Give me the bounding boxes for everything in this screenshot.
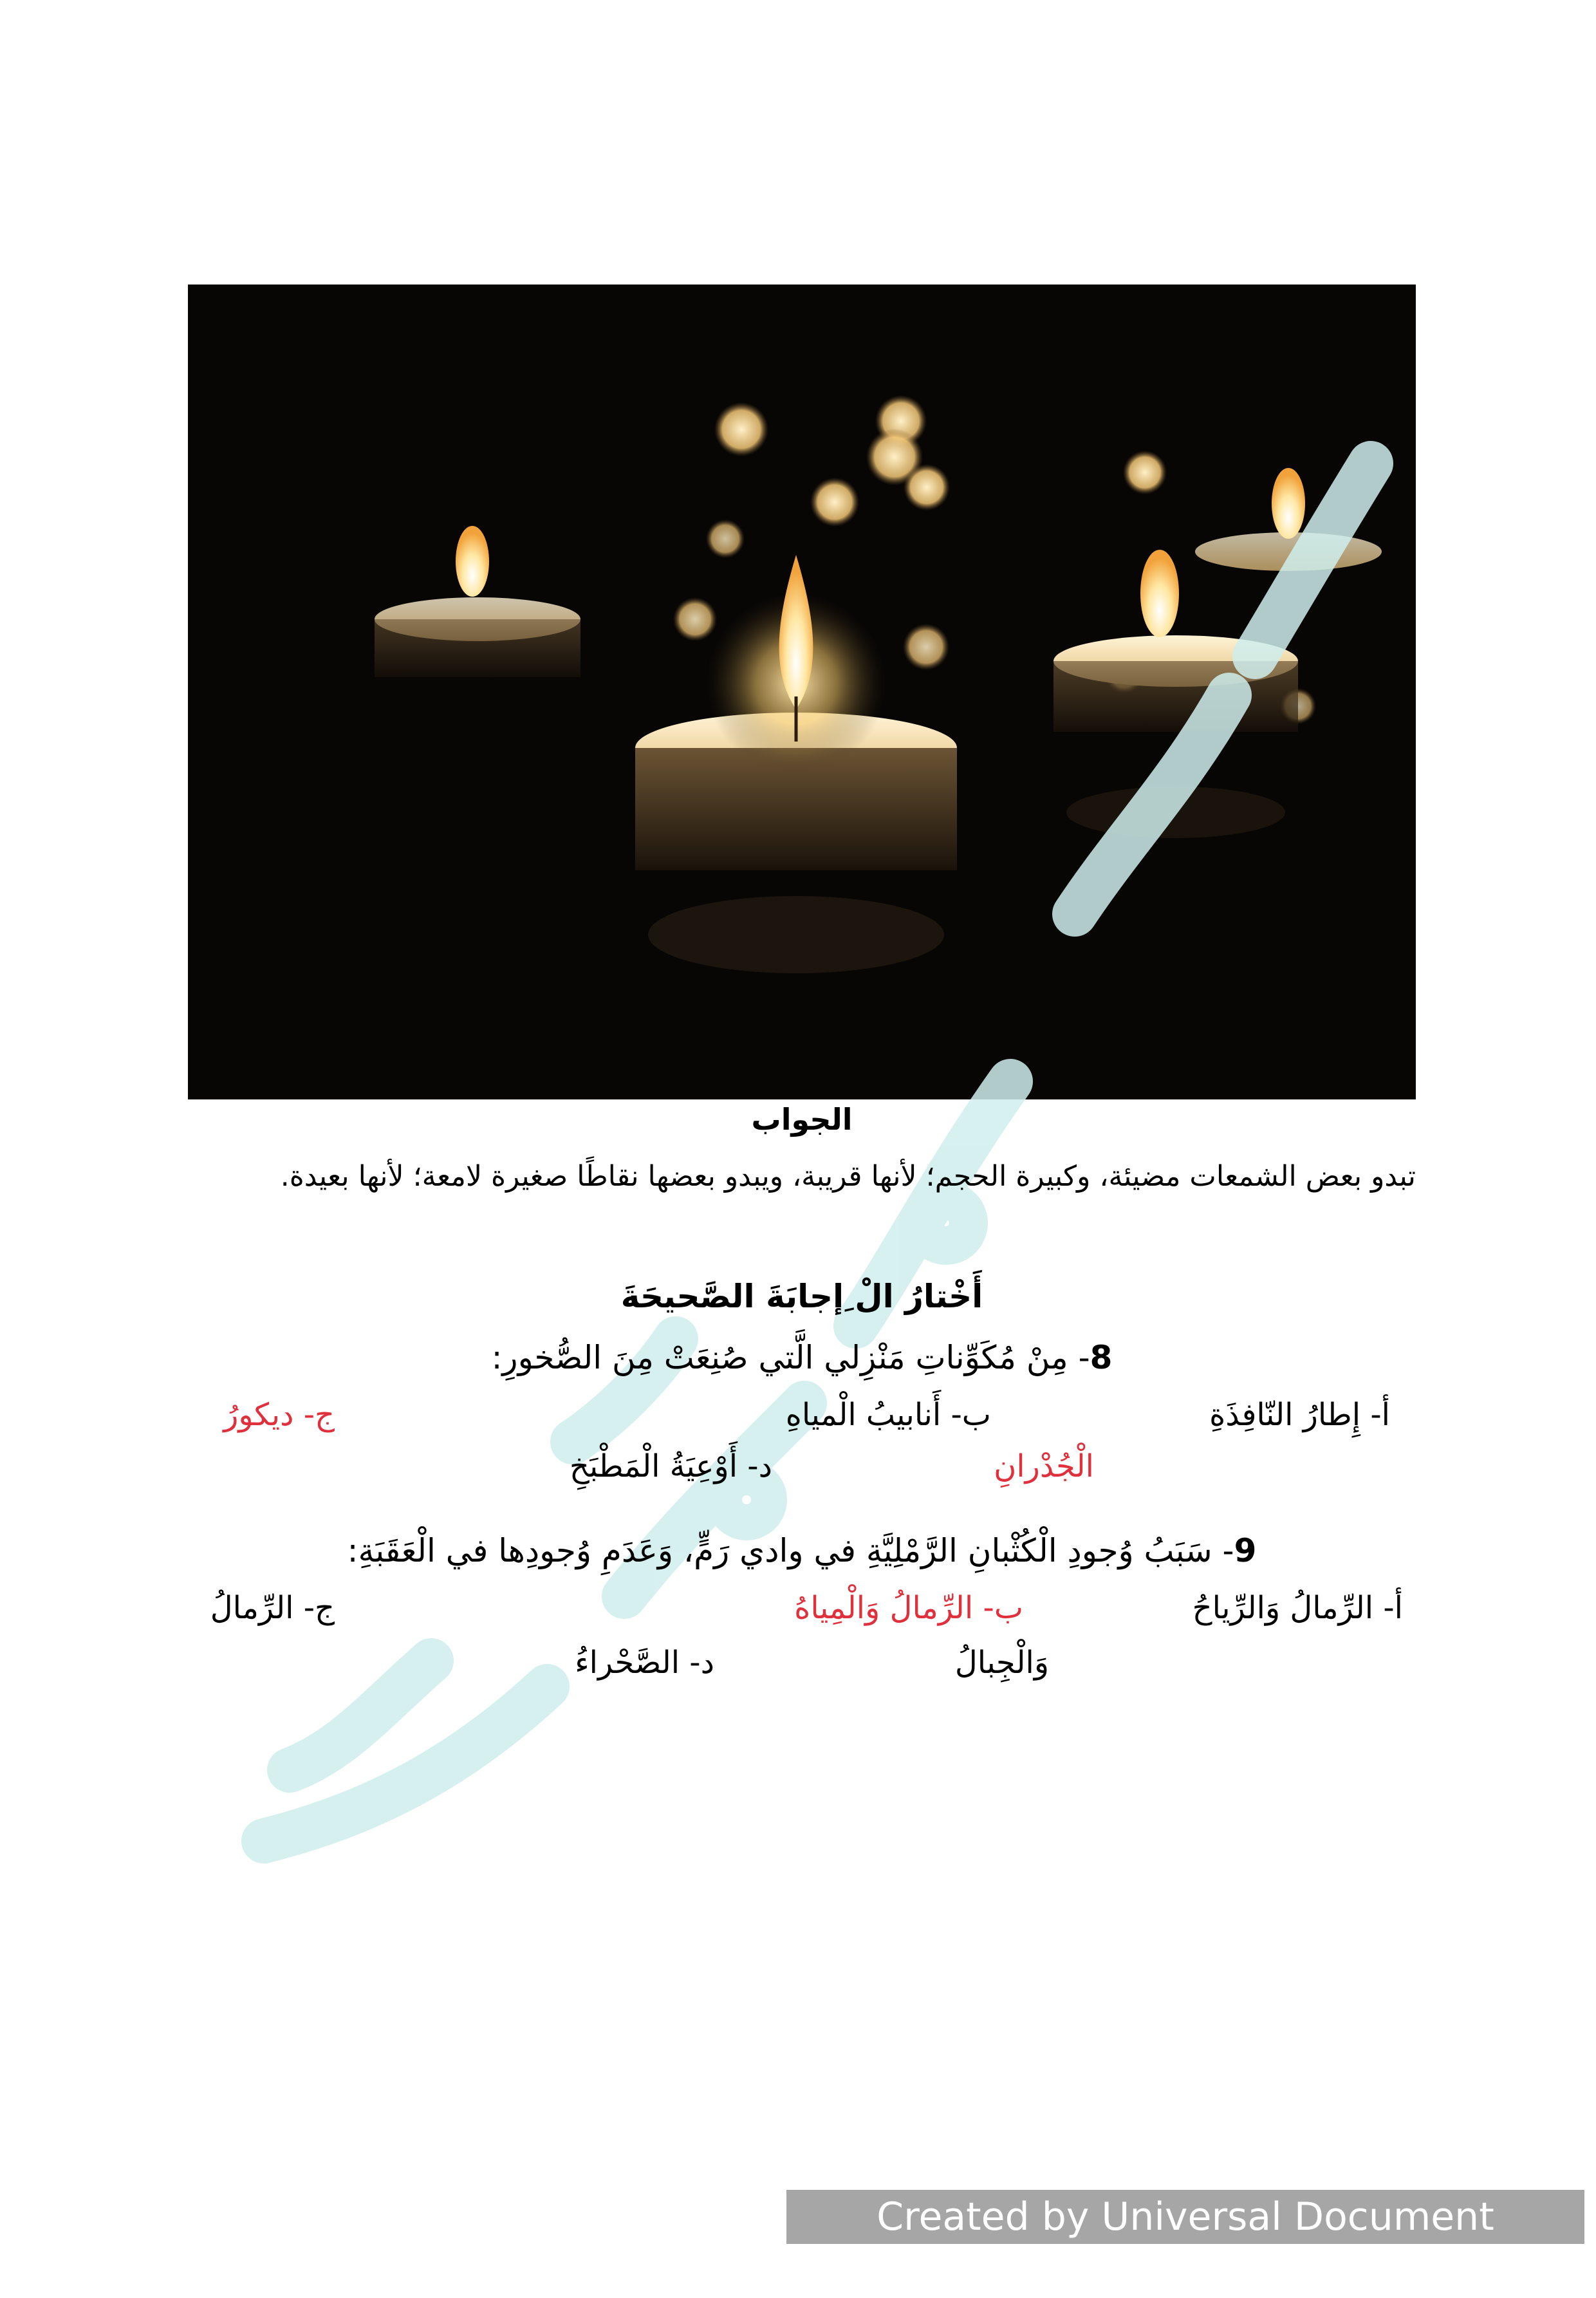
question-8 [188,1339,1416,1376]
candles-photo [188,285,1416,1099]
section-title: أَخْتارُ الْ ِإجابَةَ الصَّحيحَةَ [620,1278,983,1315]
q8-option-c[interactable]: ج- ديكورُ [223,1397,335,1433]
question-text: - مِنْ مُكَوِّناتِ مَنْزِلي الَّتي صُنِعَتْ مِنَ الصُّخورِ: [491,1339,1090,1376]
q9-option-c[interactable]: ج- الرِّمالُ [210,1590,335,1626]
question-9 [188,1532,1416,1569]
answer-text: تبدو بعض الشمعات مضيئة، وكبيرة الحجم؛ لأنها قريبة، ويبدو بعضها نقاطًا صغيرة لامعة؛ لأنها بعيدة. [280,1160,1416,1193]
question-number: 9 [1234,1532,1257,1569]
q9-option-c-continued: وَالْجِبالُ [954,1645,1049,1681]
answer-heading: الجواب [751,1102,853,1137]
candles-image [188,285,1416,1099]
q8-option-c-continued: الْجُدْرانِ [994,1448,1094,1484]
q8-option-b[interactable]: ب- أَنابيبُ الْمياهِ [785,1397,991,1433]
q8-option-a[interactable]: أ- إِطارُ النّافِذَةِ [1209,1397,1390,1433]
q8-option-d[interactable]: د- أَوْعِيَةُ الْمَطْبَخِ [569,1448,772,1484]
q9-option-b[interactable]: ب- الرِّمالُ وَالْمِياهُ [794,1590,1023,1626]
question-text: - سَبَبُ وُجودِ الْكُثْبانِ الرَّمْلِيَّةِ في وادي رَمٍّ، وَعَدَمِ وُجودِها في الْعَقَبَةِ: [347,1532,1234,1569]
q9-option-a[interactable]: أ- الرِّمالُ وَالرِّياحُ [1192,1590,1403,1626]
question-number: 8 [1090,1339,1113,1376]
q9-option-d[interactable]: د- الصَّحْراءُ [575,1645,714,1681]
footer-converter-banner: Created by Universal Document Converter [786,2190,1584,2244]
